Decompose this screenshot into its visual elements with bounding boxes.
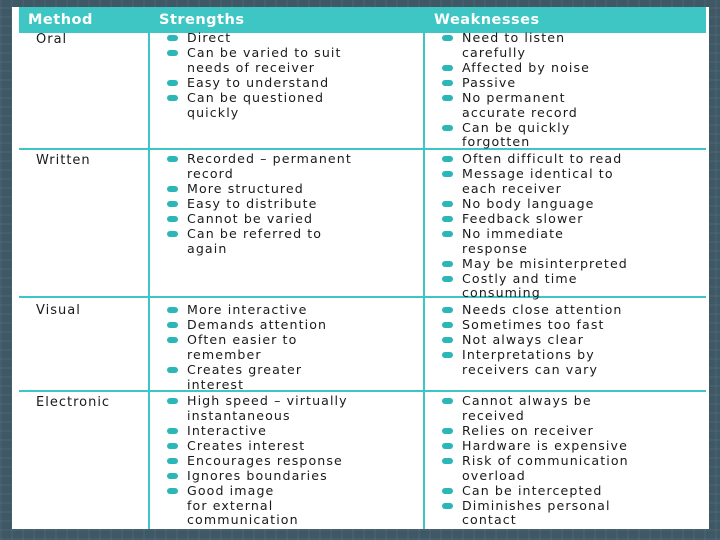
list-item: Good image for external communication [150,484,423,528]
bullet-icon [167,488,178,494]
bullet-icon [167,398,178,404]
method-electronic: Electronic [36,395,111,410]
bullet-icon [442,80,453,86]
list-item: Interpretations by receivers can vary [425,348,706,378]
list-item: Encourages response [150,454,423,469]
bullet-icon [442,201,453,207]
bullet-icon [167,50,178,56]
method-visual: Visual [36,303,81,318]
bullet-icon [442,398,453,404]
list-item: Affected by noise [425,61,706,76]
list-item: Ignores boundaries [150,469,423,484]
bullet-icon [167,231,178,237]
bullet-icon [167,443,178,449]
strengths-list [150,394,423,528]
header-method: Method [19,7,148,33]
bullet-icon [442,231,453,237]
bullet-icon [442,352,453,358]
bullet-icon [167,473,178,479]
list-item: Recorded – permanent record [150,152,423,182]
weaknesses-list [425,152,706,301]
bullet-icon [442,156,453,162]
list-item: No permanent accurate record [425,91,706,121]
method-oral: Oral [36,32,68,47]
list-item: Diminishes personal contact [425,499,706,529]
list-item: Can be questioned quickly [150,91,423,121]
method-written: Written [36,153,91,168]
bullet-icon [167,367,178,373]
list-item: High speed – virtually instantaneous [150,394,423,424]
list-item: Feedback slower [425,212,706,227]
list-item: Sometimes too fast [425,318,706,333]
bullet-icon [167,216,178,222]
bullet-icon [442,322,453,328]
bullet-icon [442,337,453,343]
list-item: Cannot be varied [150,212,423,227]
bullet-icon [442,458,453,464]
list-item: Need to listen carefully [425,31,706,61]
list-item: Creates interest [150,439,423,454]
bullet-icon [442,261,453,267]
list-item: Risk of communication overload [425,454,706,484]
bullet-icon [442,171,453,177]
list-item: May be misinterpreted [425,257,706,272]
bullet-icon [167,80,178,86]
bullet-icon [167,428,178,434]
strengths-list [150,303,423,393]
bullet-icon [442,216,453,222]
strengths-list [150,31,423,121]
list-item: Often easier to remember [150,333,423,363]
bullet-icon [167,35,178,41]
list-item: Creates greater interest [150,363,423,393]
header-strengths: Strengths [150,7,423,33]
bullet-icon [167,322,178,328]
strengths-list [150,152,423,257]
list-item: Not always clear [425,333,706,348]
list-item: Direct [150,31,423,46]
weaknesses-list [425,394,706,528]
bullet-icon [442,428,453,434]
list-item: Interactive [150,424,423,439]
weaknesses-list [425,31,706,150]
bullet-icon [167,307,178,313]
list-item: Cannot always be received [425,394,706,424]
list-item: No body language [425,197,706,212]
weaknesses-list [425,303,706,378]
list-item: Can be varied to suit needs of receiver [150,46,423,76]
bullet-icon [442,503,453,509]
list-item: Message identical to each receiver [425,167,706,197]
bullet-icon [442,95,453,101]
bullet-icon [167,186,178,192]
list-item: Passive [425,76,706,91]
bullet-icon [167,156,178,162]
bullet-icon [167,337,178,343]
bullet-icon [442,488,453,494]
bullet-icon [167,458,178,464]
bullet-icon [442,65,453,71]
bullet-icon [442,35,453,41]
list-item: Easy to understand [150,76,423,91]
list-item: Relies on receiver [425,424,706,439]
list-item: Easy to distribute [150,197,423,212]
list-item: Hardware is expensive [425,439,706,454]
list-item: Costly and time consuming [425,272,706,302]
list-item: No immediate response [425,227,706,257]
bullet-icon [167,95,178,101]
bullet-icon [442,443,453,449]
list-item: More interactive [150,303,423,318]
list-item: Needs close attention [425,303,706,318]
list-item: Often difficult to read [425,152,706,167]
list-item: Can be quickly forgotten [425,121,706,151]
comparison-table [12,7,709,529]
bullet-icon [442,307,453,313]
list-item: Can be referred to again [150,227,423,257]
list-item: Demands attention [150,318,423,333]
bullet-icon [167,201,178,207]
list-item: More structured [150,182,423,197]
header-weaknesses: Weaknesses [425,7,706,33]
list-item: Can be intercepted [425,484,706,499]
bullet-icon [442,125,453,131]
bullet-icon [442,276,453,282]
